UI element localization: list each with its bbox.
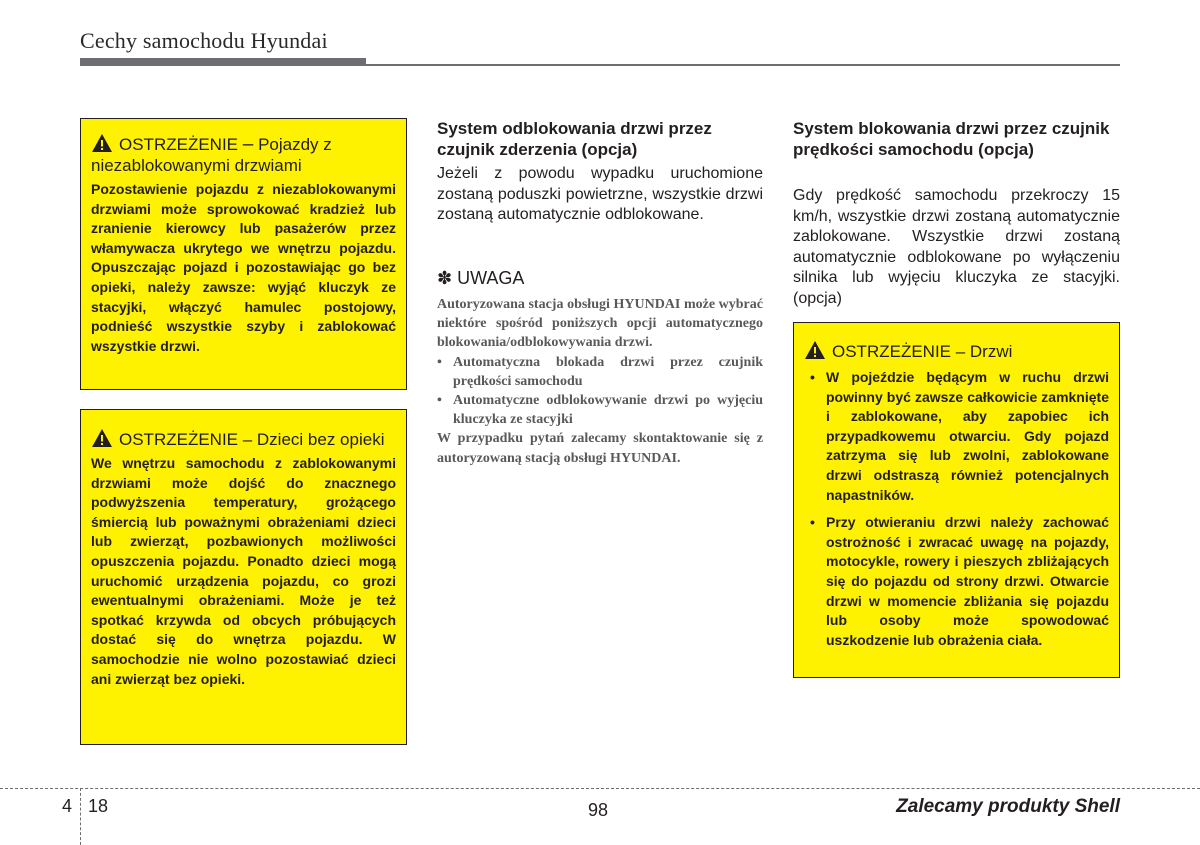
section-body-crash-unlock: Jeżeli z powodu wypadku uruchomione zostaną poduszki powietrzne, wszystkie drzwi zostaną automatycznie odblokowane. xyxy=(437,165,763,223)
list-item: • Automatyczne odblokowywanie drzwi po wyjęciu kluczyka ze stacyjki xyxy=(437,391,763,429)
header-bar xyxy=(80,58,366,66)
warning-triangle-icon xyxy=(804,340,826,360)
section-title-crash-unlock: System odblokowania drzwi przez czujnik zderzenia (opcja) xyxy=(437,119,712,159)
pdf-page-number: 98 xyxy=(588,800,609,820)
warning-label: OSTRZEŻENIE xyxy=(119,135,239,154)
warning-box-children xyxy=(80,409,407,745)
running-header: Cechy samochodu Hyundai xyxy=(80,28,328,53)
warning-triangle-icon xyxy=(91,133,113,153)
note-outro: W przypadku pytań zalecamy skontaktowanie się z autoryzowaną stacją obsługi HYUNDAI. xyxy=(437,431,763,466)
warning-box-doors xyxy=(793,322,1120,678)
section-body-speed-lock: Gdy prędkość samochodu przekroczy 15 km/h, wszystkie drzwi zostaną automatycznie zablokowane. Wszystkie drzwi zostaną automatycznie odblokowane po wyłączeniu silnika lub wyjęciu kluczyka ze stacyjki. (opcja) xyxy=(793,187,1120,307)
footer-divider xyxy=(80,788,81,845)
list-item: • Przy otwieraniu drzwi należy zachować ostrożność i zwracać uwagę na pojazdy, motocykle, rowery i pieszych zbliżających się do pojazdu od strony drzwi. Otwarcie drzwi w momencie zbliżania się pojazdu lub osoby może spowodować uszkodzenie lub obrażenia ciała. xyxy=(804,513,1109,650)
warning-list xyxy=(804,368,1109,650)
warning-body: Pozostawienie pojazdu z niezablokowanymi drzwiami może sprowokować kradzież lub zranienie kierowcy lub pasażerów przez włamywacza ukrytego we wnętrzu pojazdu. Opuszczając pojazd i pozostawiając go bez opieki, należy zawsze: wyjąć kluczyk ze stacyjki, włączyć hamulec postojowy, podnieść wszystkie szyby i zablokować wszystkie drzwi. xyxy=(91,181,396,354)
note-list xyxy=(437,353,763,430)
footer-rule xyxy=(0,788,1200,789)
note-body xyxy=(437,295,763,468)
warning-title xyxy=(91,428,396,450)
note-title xyxy=(437,268,524,289)
note-intro: Autoryzowana stacja obsługi HYUNDAI może wybrać niektóre spośród poniższych opcji automatycznego blokowania/odblokowywania drzwi. xyxy=(437,297,763,351)
warning-subject: Pojazdy z niezablokowanymi drzwiami xyxy=(91,135,332,175)
warning-box-unlocked-doors xyxy=(80,118,407,390)
section-title-speed-lock: System blokowania drzwi przez czujnik prędkości samochodu (opcja) xyxy=(793,119,1110,159)
warning-triangle-icon xyxy=(91,428,113,448)
warning-title xyxy=(91,133,396,176)
chapter-number: 4 xyxy=(62,796,73,816)
list-item: • Automatyczna blokada drzwi przez czujnik prędkości samochodu xyxy=(437,353,763,391)
warning-title-text: OSTRZEŻENIE – Drzwi xyxy=(832,342,1013,361)
footer-slogan: Zalecamy produkty Shell xyxy=(896,796,1120,817)
note-title-text: UWAGA xyxy=(457,268,525,288)
list-item: • W pojeździe będącym w ruchu drzwi powinny być zawsze całkowicie zamknięte i zablokowane, aby zapobiec ich przypadkowemu otwarciu. Gdy pojazd zatrzyma się lub zwolni, zablokowane drzwi odstraszą również potencjalnych napastników. xyxy=(804,368,1109,505)
warning-dash: – xyxy=(242,134,254,155)
note-icon: ✽ xyxy=(437,268,453,288)
warning-body xyxy=(804,368,1109,650)
warning-body: We wnętrzu samochodu z zablokowanymi drzwiami może dojść do znacznego podwyższenia temperatury, grożącego śmiercią lub poważnymi obrażeniami dzieci lub zwierząt, pozbawionych możliwości opuszczenia pojazdu. Ponadto dzieci mogą uruchomić urządzenia pojazdu, co grozi ewentualnymi obrażeniami. Może je też spotkać krzywda od obcych próbujących dostać się do wnętrza pojazdu. W samochodzie nie wolno pozostawiać dzieci ani zwierząt bez opieki. xyxy=(91,455,396,687)
page-number: 18 xyxy=(88,796,109,816)
header-rule xyxy=(366,64,1120,66)
warning-title-text: OSTRZEŻENIE – Dzieci bez opieki xyxy=(119,430,385,449)
warning-title xyxy=(804,340,1109,362)
